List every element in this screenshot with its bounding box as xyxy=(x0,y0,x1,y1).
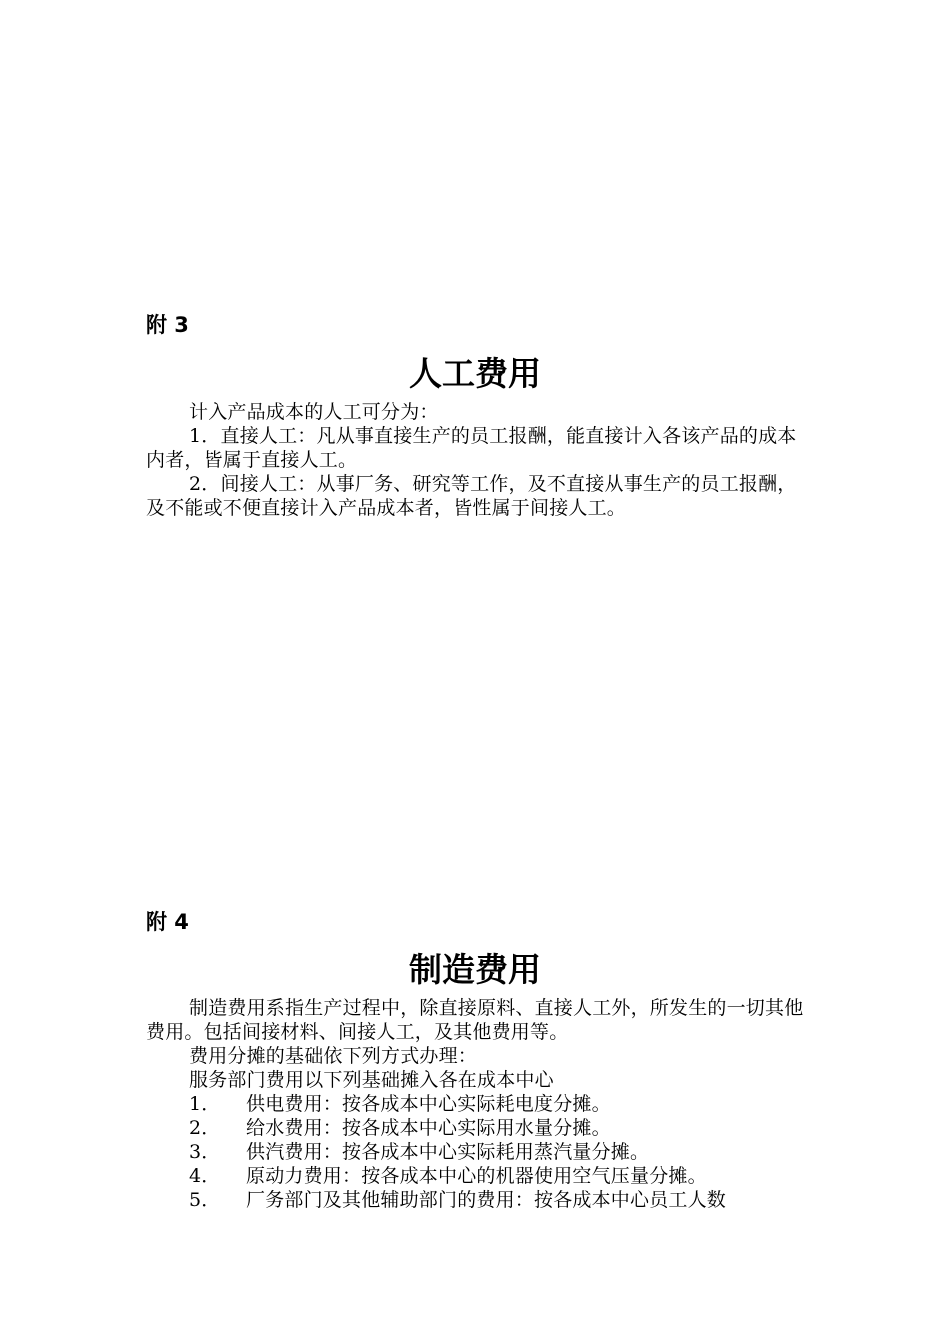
appendix-3-intro: 计入产品成本的人工可分为： xyxy=(189,401,439,423)
appendix-3-label: 附 3 xyxy=(146,313,189,337)
list-item xyxy=(146,1164,806,1188)
list-item-text: 供汽费用：按各成本中心实际耗用蒸汽量分摊。 xyxy=(246,1141,650,1163)
appendix-3-item-1: 1．直接人工：凡从事直接生产的员工报酬，能直接计入各该产品的成本内者，皆属于直接人工。 xyxy=(146,425,797,471)
list-item-text: 厂务部门及其他辅助部门的费用：按各成本中心员工人数 xyxy=(246,1189,727,1211)
list-item-text: 原动力费用：按各成本中心的机器使用空气压量分摊。 xyxy=(246,1165,707,1187)
appendix-4-title: 制造费用 xyxy=(409,950,541,989)
list-item-text: 给水费用：按各成本中心实际用水量分摊。 xyxy=(246,1117,611,1139)
appendix-4-label: 附 4 xyxy=(146,910,189,934)
list-item xyxy=(146,1188,806,1212)
list-item-number: 2． xyxy=(189,1117,221,1139)
list-item xyxy=(146,1092,806,1116)
list-item xyxy=(146,1140,806,1164)
list-item-number: 3． xyxy=(189,1141,221,1163)
appendix-3-title: 人工费用 xyxy=(409,354,541,393)
list-item-number: 4． xyxy=(189,1165,221,1187)
list-item-text: 供电费用：按各成本中心实际耗电度分摊。 xyxy=(246,1093,611,1115)
appendix-4-paragraph-3: 服务部门费用以下列基础摊入各在成本中心 xyxy=(189,1069,554,1091)
list-item-number: 5． xyxy=(189,1189,221,1211)
list-item xyxy=(146,1116,806,1140)
appendix-4-paragraph-1: 制造费用系指生产过程中，除直接原料、直接人工外，所发生的一切其他费用。包括间接材料、间接人工，及其他费用等。 xyxy=(146,997,804,1043)
appendix-3-body xyxy=(146,400,806,520)
appendix-3-item-2: 2．间接人工：从事厂务、研究等工作，及不直接从事生产的员工报酬，及不能或不便直接计入产品成本者，皆性属于间接人工。 xyxy=(146,473,797,519)
appendix-4-body xyxy=(146,996,806,1212)
appendix-4-paragraph-2: 费用分摊的基础依下列方式办理： xyxy=(189,1045,478,1067)
list-item-number: 1． xyxy=(189,1093,221,1115)
